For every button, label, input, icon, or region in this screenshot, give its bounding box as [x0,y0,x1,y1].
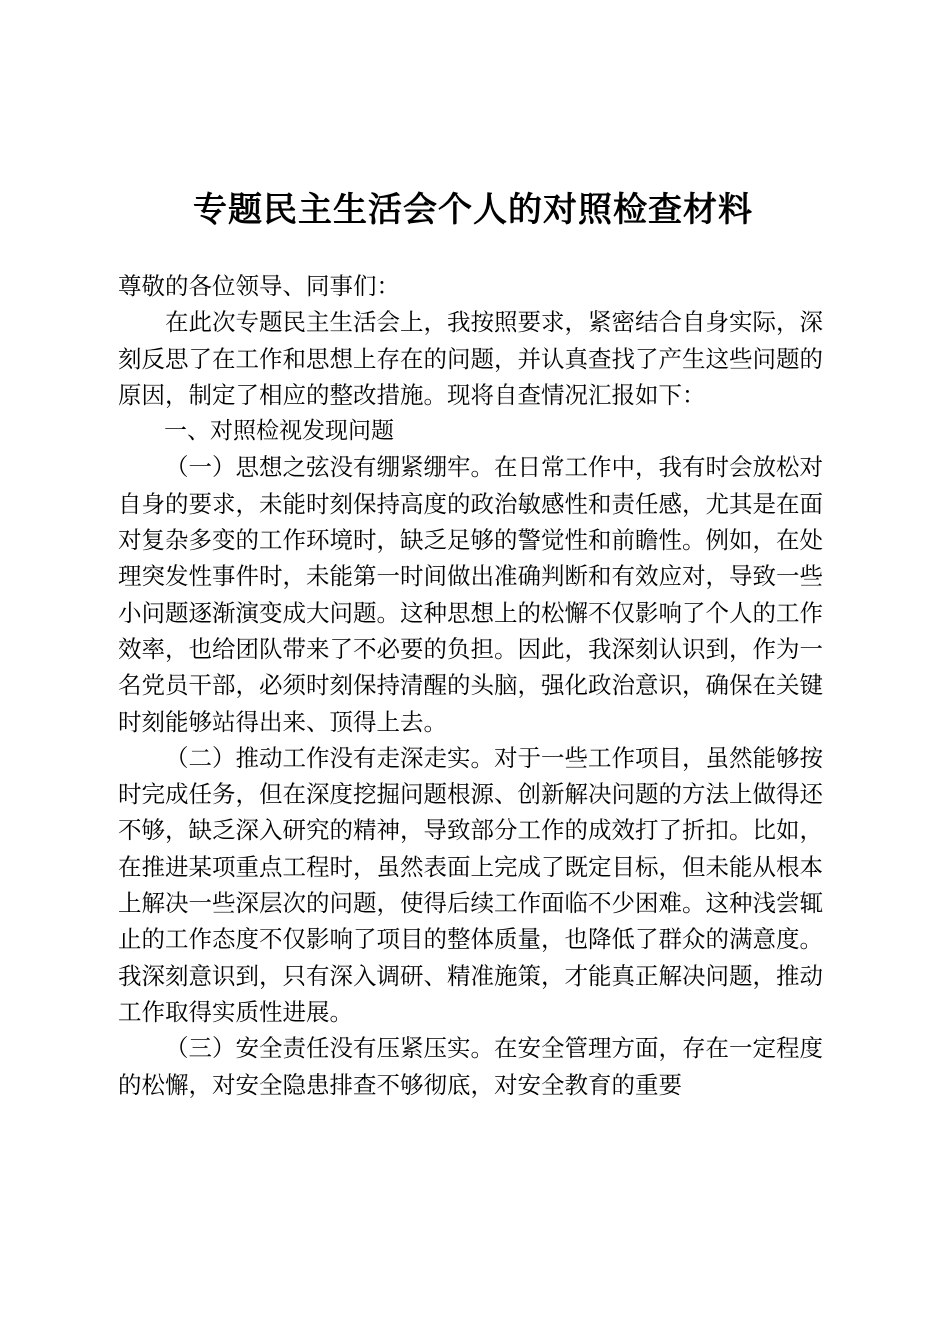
issue-paragraph-1 [118,449,823,739]
issue-paragraph-3 [118,1030,823,1103]
issue-text: 在安全管理方面，存在一定程度的松懈，对安全隐患排查不够彻底，对安全教育的重要 [118,1034,823,1099]
issue-lead: （二）推动工作没有走深走实。 [165,743,494,772]
document-title: 专题民主生活会个人的对照检查材料 [193,190,753,230]
document-body [118,268,823,1103]
issue-lead: （三）安全责任没有压紧压实。 [165,1034,494,1063]
section-heading: 一、对照检视发现问题 [164,418,394,445]
issue-paragraph-2 [118,740,823,1030]
issue-lead: （一）思想之弦没有绷紧绷牢。 [165,453,494,482]
intro-paragraph: 在此次专题民主生活会上，我按照要求，紧密结合自身实际，深刻反思了在工作和思想上存在的问题，并认真查找了产生这些问题的原因，制定了相应的整改措施。现将自查情况汇报如下： [118,308,823,409]
salutation: 尊敬的各位领导、同事们： [118,272,400,300]
issue-text: 对于一些工作项目，虽然能够按时完成任务，但在深度挖掘问题根源、创新解决问题的方法上做得还不够，缺乏深入研究的精神，导致部分工作的成效打了折扣。比如，在推进某项重点工程时，虽然表面上完成了既定目标，但未能从根本上解决一些深层次的问题，使得后续工作面临不少困难。这种浅尝辄止的工作态度不仅影响了项目的整体质量，也降低了群众的满意度。我深刻意识到，只有深入调研、精准施策，才能真正解决问题，推动工作取得实质性进展。 [118,743,823,1026]
issue-text: 在日常工作中，我有时会放松对自身的要求，未能时刻保持高度的政治敏感性和责任感，尤其是在面对复杂多变的工作环境时，缺乏足够的警觉性和前瞻性。例如，在处理突发性事件时，未能第一时间做出准确判断和有效应对，导致一些小问题逐渐演变成大问题。这种思想上的松懈不仅影响了个人的工作效率，也给团队带来了不必要的负担。因此，我深刻认识到，作为一名党员干部，必须时刻保持清醒的头脑，强化政治意识，确保在关键时刻能够站得出来、顶得上去。 [118,453,823,736]
